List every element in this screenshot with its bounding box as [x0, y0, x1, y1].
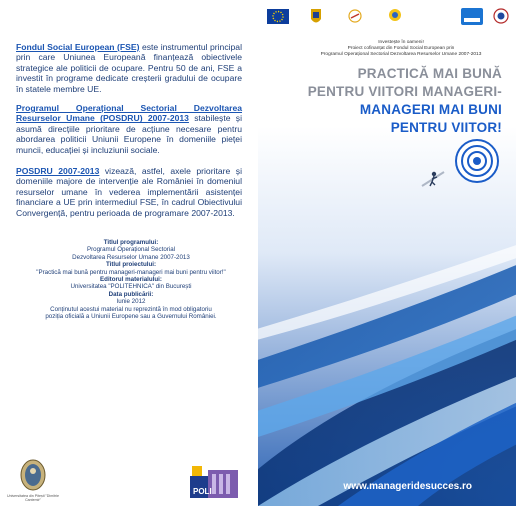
cofin-line-1: Investește în oameni! [378, 40, 424, 45]
title-line-4: PENTRU VIITOR! [390, 120, 502, 135]
target-icon [454, 138, 500, 184]
eu-flag-logo [267, 9, 289, 24]
cofin-line-2: Proiect cofinanțat din Fondul Social European prin [347, 45, 455, 51]
publication-date: Iunie 2012 [116, 298, 146, 306]
sponsor-logos [265, 6, 511, 32]
program-title-1: Programul Operațional Sectorial [86, 246, 176, 254]
right-panel [258, 0, 516, 506]
title-line-3: MANAGERI MAI BUNI [359, 102, 502, 117]
posdru-axes-text: vizează, astfel, axele prioritare și domeniile majore de intervenție ale României în domeniul resurselor umane în vederea implementării asistenței financiare a UE prin intermediul FSE, în cadrul Obiectivului Convergență, pentru perioada de programare 2007-2013. [16, 166, 242, 218]
svg-text:POLI: POLI [193, 487, 212, 496]
publication-credits [20, 239, 242, 320]
posdru-axes-heading: POSDRU 2007-2013 [16, 166, 100, 176]
university-logo-caption: Universitatea din Pitești "Dimitrie Cantemir" [6, 494, 59, 502]
cofin-line-3: Programul Operațional Sectorial Dezvoltarea Resurselor Umane 2007-2013 [320, 51, 482, 57]
cofinancing-note [296, 40, 506, 57]
disclaimer-2: poziția oficială a Uniunii Europene sau a Guvernului României. [45, 313, 217, 321]
fse-heading: Fondul Social European (FSE) [16, 42, 140, 52]
posdru-paragraph [16, 103, 242, 155]
project-title-label: Titlul proiectului: [105, 261, 157, 269]
program-title-2: Dezvoltarea Resurselor Umane 2007-2013 [72, 253, 190, 261]
project-title: "Practică mai bună pentru manageri-manageri mai buni pentru viitor!" [36, 268, 226, 276]
fse-paragraph [16, 42, 242, 94]
ministry-logo [349, 10, 361, 22]
posdru-text: stabilește și asumă direcțiile prioritare de acțiune necesare pentru abordarea politicii Uniunii Europene în domeniile pieței muncii, educației și incluziunii sociale. [16, 113, 242, 155]
publication-date-label: Data publicării: [108, 290, 154, 298]
university-crest-logo [18, 458, 48, 498]
disclaimer-1: Conținutul acestui material nu reprezintă în mod obligatoriu [50, 305, 212, 313]
climbing-figure-icon [420, 168, 446, 188]
partner-logo [461, 8, 483, 25]
program-title-label: Titlul programului: [103, 239, 159, 246]
editor-name: Universitatea "POLITEHNICA" din București [70, 283, 192, 291]
title-line-2: PENTRU VIITORI MANAGERI- [307, 84, 502, 99]
romania-crest-logo [311, 9, 321, 23]
politehnica-logo [190, 464, 238, 498]
fse-logo [389, 9, 401, 21]
fse-text: este instrumentul principal prin care Uniunea Europeană finanțează obiectivele strategice ale politicii de ocupare. Pentru 50 de ani, FSE a investit în programe dedicate creșterii gradului de ocupare în statele membre UE. [16, 42, 242, 94]
posdru-heading: Programul Operațional Sectorial Dezvoltarea Resurselor Umane (POSDRU) 2007-2013 [16, 103, 242, 124]
editor-label: Editorul materialului: [100, 276, 162, 284]
posdru-axes-paragraph [16, 166, 242, 218]
title-line-1: PRACTICĂ MAI BUNĂ [357, 66, 502, 81]
university-seal-logo [494, 9, 508, 23]
website-link[interactable]: www.manageridesucces.ro [343, 481, 472, 492]
